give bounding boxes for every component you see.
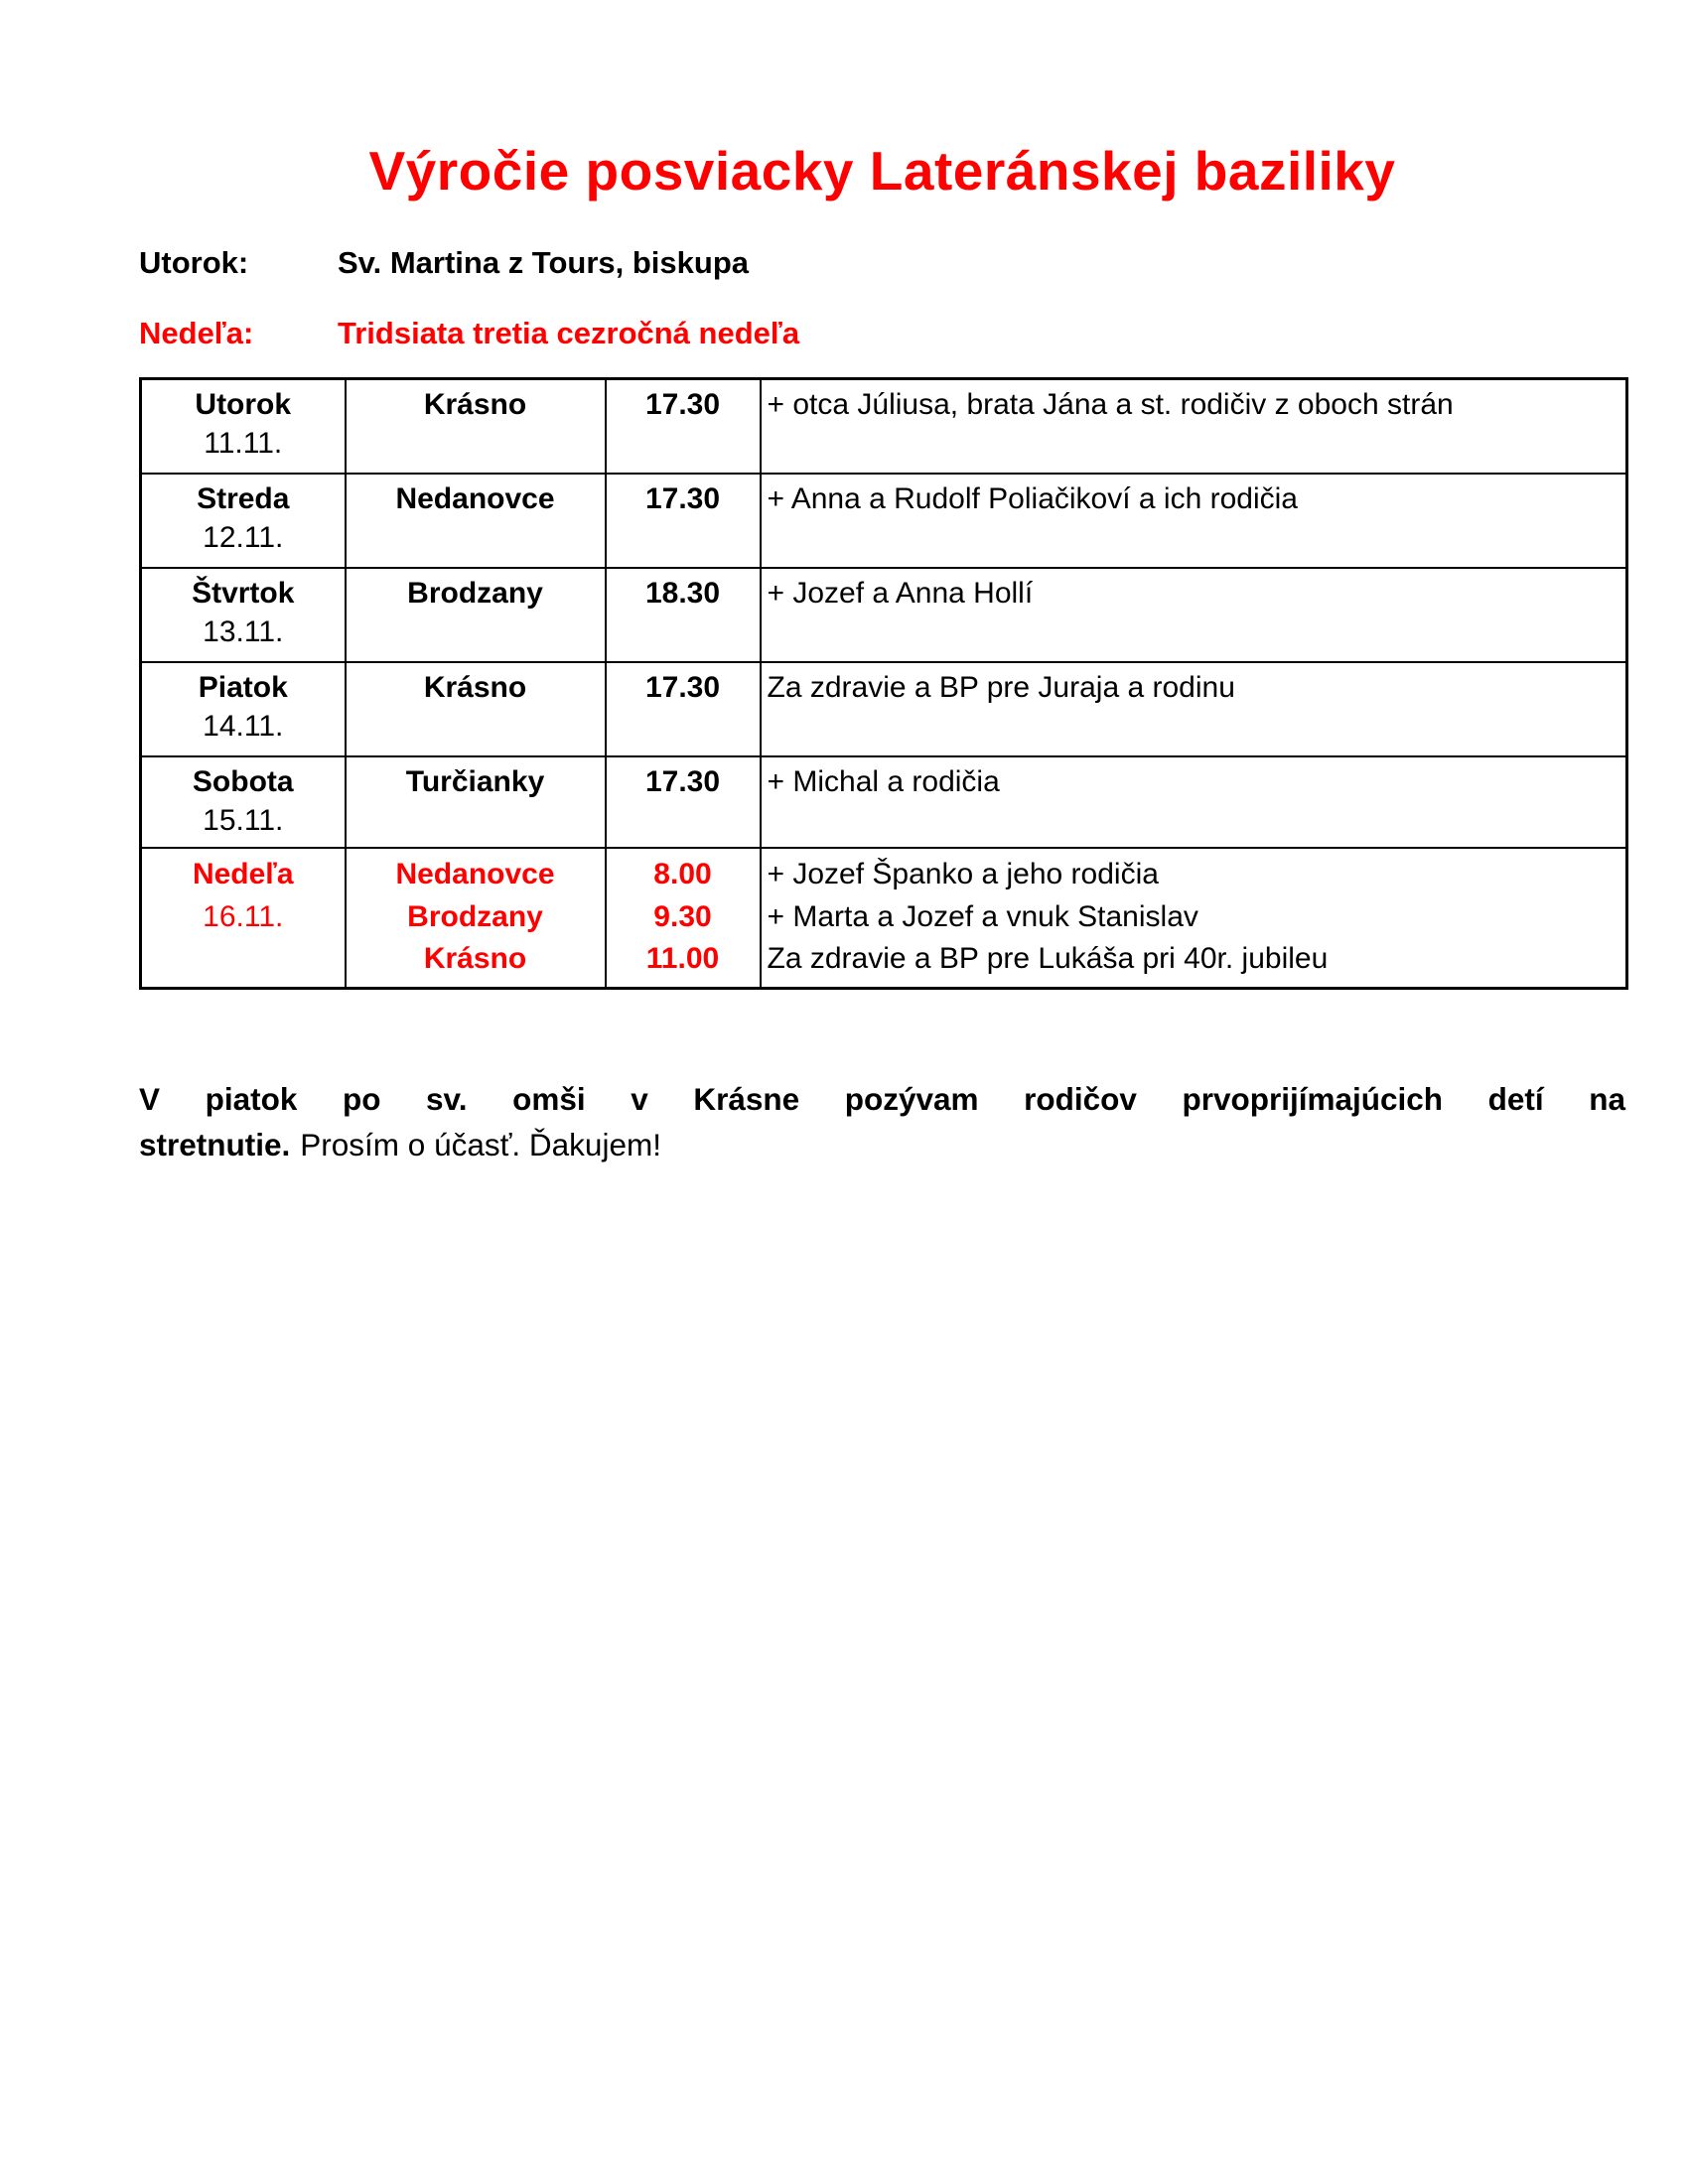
day-cell [141,474,346,568]
day-cell [141,378,346,474]
table-row [141,568,1627,662]
table-row [141,378,1627,474]
table-row [141,474,1627,568]
intention-cell: Za zdravie a BP pre Juraja a rodinu [761,662,1627,756]
day-name: Streda [197,481,290,515]
place-line: Krásno [423,942,527,976]
day-date: 16.11. [203,899,284,933]
place-line: Brodzany [407,899,543,933]
day-name: Sobota [192,764,294,798]
day-cell [141,662,346,756]
announcement-note-line1: V piatok po sv. omši v Krásne pozývam rodičov prvoprijímajúcich detí na [139,1080,1625,1117]
header-line-tuesday [139,245,1625,281]
time-line: 9.30 [653,899,712,933]
day-date: 14.11. [203,710,284,744]
intention-line: + Jozef Španko a jeho rodičia [767,857,1159,890]
time-cell: 18.30 [606,568,761,662]
mass-schedule-table [139,377,1628,990]
place-cell: Brodzany [346,568,606,662]
table-row-sunday [141,848,1627,988]
time-cell [606,848,761,988]
day-cell [141,848,346,988]
place-cell [346,848,606,988]
header-line-sunday [139,316,1625,351]
intention-line: Za zdravie a BP pre Lukáša pri 40r. jubileu [767,942,1329,976]
day-date: 13.11. [203,615,284,649]
announcement-note-line2-bold: stretnutie. [139,1126,291,1162]
time-cell: 17.30 [606,378,761,474]
header-line-sunday-text: Tridsiata tretia cezročná nedeľa [338,316,800,351]
document-title: Výročie posviacky Lateránskej baziliky [368,140,1396,202]
intention-line: + Marta a Jozef a vnuk Stanislav [767,899,1198,933]
header-line-tuesday-text: Sv. Martina z Tours, biskupa [338,244,749,280]
day-name: Utorok [195,387,292,421]
time-cell: 17.30 [606,474,761,568]
intention-cell: + Jozef a Anna Hollí [761,568,1627,662]
day-date: 15.11. [203,804,284,838]
place-cell: Turčianky [346,756,606,848]
time-cell: 17.30 [606,756,761,848]
time-cell: 17.30 [606,662,761,756]
day-name: Piatok [198,670,288,704]
place-cell: Nedanovce [346,474,606,568]
day-cell [141,756,346,848]
time-line: 11.00 [645,942,720,976]
day-date: 11.11. [204,427,283,461]
announcement-note-line2 [139,1123,1625,1168]
day-cell [141,568,346,662]
place-line: Nedanovce [395,857,555,890]
day-date: 12.11. [203,521,284,555]
intention-cell [761,848,1627,988]
intention-cell: + Anna a Rudolf Poliačikoví a ich rodičia [761,474,1627,568]
table-row [141,756,1627,848]
intention-cell: + Michal a rodičia [761,756,1627,848]
table-row [141,662,1627,756]
header-line-sunday-label: Nedeľa: [139,316,254,351]
header-line-tuesday-label: Utorok: [139,244,249,280]
place-cell: Krásno [346,378,606,474]
place-cell: Krásno [346,662,606,756]
time-line: 8.00 [653,857,712,890]
announcement-note [139,1077,1625,1168]
announcement-note-line2-regular: Prosím o účasť. Ďakujem! [300,1126,661,1162]
day-name: Štvrtok [192,576,295,610]
intention-cell: + otca Júliusa, brata Jána a st. rodičiv z oboch strán [761,378,1627,474]
day-name: Nedeľa [192,857,294,890]
